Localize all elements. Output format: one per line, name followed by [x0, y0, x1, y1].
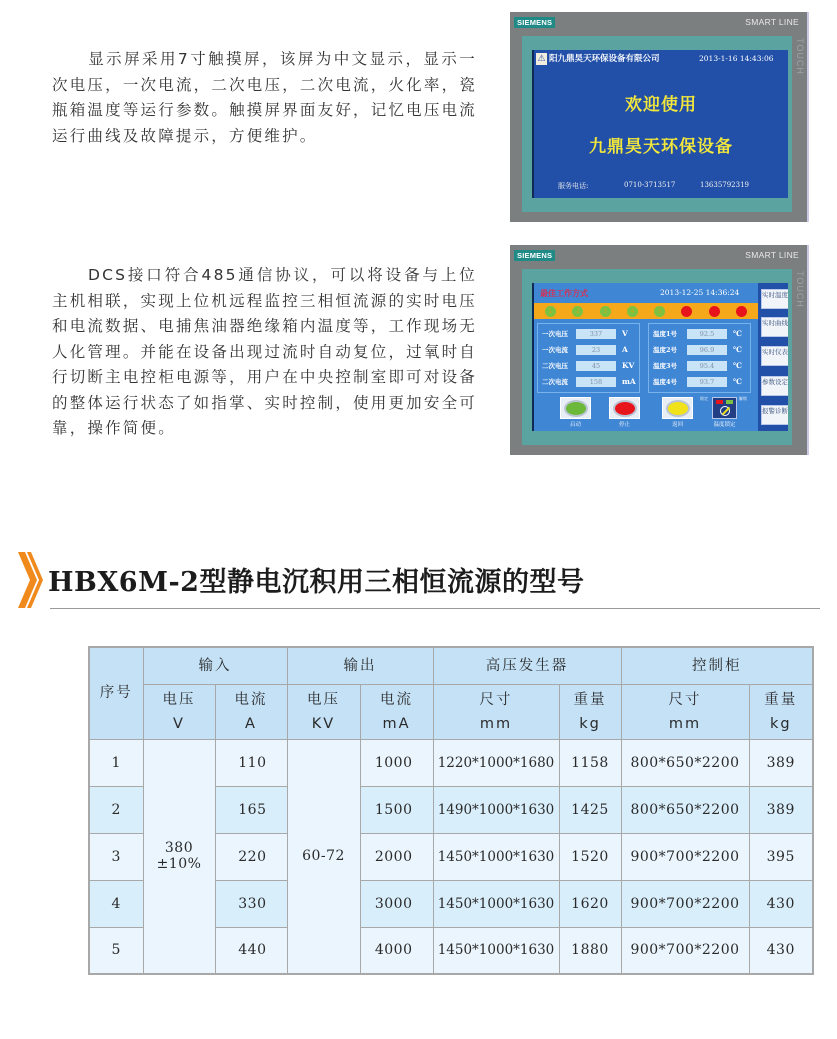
- lock-red-indicator-icon: [716, 400, 723, 404]
- start-button-label: 启动: [569, 422, 581, 428]
- reading-unit: mA: [622, 377, 636, 386]
- cell-hv-weight: 1425: [559, 786, 621, 833]
- brand-heading: 九鼎昊天环保设备: [589, 137, 733, 157]
- reading-unit: ℃: [733, 345, 742, 354]
- temperature-lock-label: 温度锁定: [713, 422, 736, 428]
- status-indicator-strip: [534, 303, 758, 319]
- cell-cabinet-size: 900*700*2200: [621, 927, 749, 974]
- welcome-heading: 欢迎使用: [625, 95, 697, 115]
- screen-datetime: 2013-1-16 14:43:06: [699, 54, 774, 63]
- cell-input-current: 220: [215, 833, 287, 880]
- cell-input-current: 110: [215, 739, 287, 786]
- return-button[interactable]: [662, 397, 693, 419]
- cell-output-current: 1500: [360, 786, 433, 833]
- reading-label: 温度4号: [653, 378, 678, 386]
- status-indicator-icon: 1: [545, 306, 556, 317]
- touchscreen-description: [52, 47, 477, 149]
- cell-input-voltage: [143, 739, 215, 974]
- cell-index: 1: [89, 739, 143, 786]
- cell-index: 3: [89, 833, 143, 880]
- service-phone-1: 0710-3713517: [624, 181, 676, 189]
- reading-row: [542, 376, 636, 387]
- reading-row: [542, 328, 628, 339]
- reading-row: [542, 360, 634, 371]
- siemens-logo: SIEMENS: [514, 17, 555, 28]
- cell-cabinet-size: 800*650*2200: [621, 739, 749, 786]
- reading-value: 92.5: [687, 329, 727, 339]
- header-input: 输入: [143, 647, 287, 684]
- reading-label: 二次电压: [542, 362, 568, 370]
- header-unit: mA: [382, 715, 411, 732]
- cell-cabinet-weight: 389: [749, 786, 813, 833]
- screen-header: [534, 52, 788, 66]
- cell-cabinet-size: 900*700*2200: [621, 833, 749, 880]
- hmi-bezel: [522, 36, 792, 212]
- service-phone-2: 13635792319: [700, 181, 749, 189]
- header-label: 重量: [764, 691, 798, 708]
- reading-label: 一次电压: [542, 330, 568, 338]
- unlock-tag: 解锁: [739, 396, 747, 401]
- header-hv-size: [433, 684, 559, 739]
- side-menu-realtime-meter[interactable]: 实时仪表: [761, 346, 788, 366]
- reading-unit: V: [622, 329, 628, 338]
- company-logo-icon: ⚠: [537, 54, 546, 64]
- header-index: 序号: [89, 647, 143, 739]
- header-output: 输出: [287, 647, 433, 684]
- cell-cabinet-weight: 430: [749, 927, 813, 974]
- side-menu-parameter-settings[interactable]: 参数设定: [761, 376, 788, 396]
- stop-button[interactable]: [609, 397, 640, 419]
- product-line-label: SMART LINE: [745, 250, 799, 260]
- side-menu-realtime-curve[interactable]: 实时曲线: [761, 317, 788, 337]
- side-menu-realtime-temperature[interactable]: 实时温度: [761, 289, 788, 309]
- service-phone-label: 服务电话:: [558, 182, 589, 190]
- title-divider: [50, 608, 820, 609]
- header-label: 电流: [234, 691, 268, 708]
- welcome-screen: [532, 50, 788, 198]
- hmi-bezel: [522, 269, 792, 445]
- cell-output-current: 4000: [360, 927, 433, 974]
- green-lamp-icon: [564, 400, 588, 417]
- header-unit: kg: [769, 715, 792, 732]
- cell-index: 5: [89, 927, 143, 974]
- model-spec-table: [88, 646, 814, 975]
- monitor-screen: [532, 283, 788, 431]
- status-indicator-icon: 5: [654, 306, 665, 317]
- reading-value: 158: [576, 377, 616, 387]
- double-chevron-icon: [18, 552, 44, 608]
- header-hv-weight: [559, 684, 621, 739]
- alarm-indicator-icon: [681, 306, 692, 317]
- cell-cabinet-weight: 430: [749, 880, 813, 927]
- cell-cabinet-weight: 389: [749, 739, 813, 786]
- unlock-green-indicator-icon: [726, 400, 733, 404]
- header-input-current: [215, 684, 287, 739]
- header-hv-generator: 高压发生器: [433, 647, 621, 684]
- reading-value: 96.9: [687, 345, 727, 355]
- reading-value: 45: [576, 361, 616, 371]
- header-unit: KV: [311, 715, 336, 732]
- screen-datetime: 2013-12-25 14:36:24: [660, 288, 740, 297]
- cell-hv-weight: 1520: [559, 833, 621, 880]
- yellow-lamp-icon: [666, 400, 690, 417]
- reading-label: 温度1号: [653, 330, 678, 338]
- header-output-voltage: [287, 684, 360, 739]
- reading-row: [653, 344, 742, 355]
- cell-hv-weight: 1880: [559, 927, 621, 974]
- hmi-monitor-panel: [510, 245, 809, 455]
- header-unit: A: [245, 715, 257, 732]
- alarm-indicator-icon: [709, 306, 720, 317]
- reading-unit: ℃: [733, 377, 742, 386]
- side-menu-alarm-diagnosis[interactable]: 报警诊断: [761, 405, 788, 425]
- header-label: 尺寸: [668, 691, 702, 708]
- product-line-label: SMART LINE: [745, 17, 799, 27]
- touch-label: TOUCH: [795, 38, 805, 75]
- header-unit: mm: [479, 715, 513, 732]
- temperature-readings-group: [648, 323, 751, 393]
- header-unit: mm: [668, 715, 702, 732]
- header-label: 尺寸: [479, 691, 513, 708]
- header-control-cabinet: 控制柜: [621, 647, 813, 684]
- status-indicator-icon: 2: [572, 306, 583, 317]
- dcs-interface-description: [52, 263, 477, 442]
- header-label: 重量: [573, 691, 607, 708]
- work-mode-label: 最佳工作方式: [540, 288, 588, 298]
- cell-hv-size: 1220*1000*1680: [433, 739, 559, 786]
- header-unit: kg: [579, 715, 601, 732]
- return-button-label: 返回: [671, 422, 683, 428]
- reading-label: 二次电流: [542, 378, 568, 386]
- reading-label: 温度3号: [653, 362, 678, 370]
- reading-label: 温度2号: [653, 346, 678, 354]
- cell-cabinet-weight: 395: [749, 833, 813, 880]
- company-name: 阳九鼎昊天环保设备有限公司: [549, 54, 660, 64]
- input-voltage-value: 380: [164, 840, 194, 857]
- cell-cabinet-size: 900*700*2200: [621, 880, 749, 927]
- touchscreen-description-text: 显示屏采用7寸触摸屏，该屏为中文显示，显示一次电压，一次电流，二次电压，二次电流，火化率，瓷瓶箱温度等运行参数。触摸屏界面友好，记忆电压电流运行曲线及故障提示，方便维护。: [52, 50, 477, 145]
- reading-value: 23: [576, 345, 616, 355]
- reading-value: 337: [576, 329, 616, 339]
- reading-unit: A: [622, 345, 628, 354]
- cell-hv-size: 1450*1000*1630: [433, 880, 559, 927]
- reading-value: 93.7: [687, 377, 727, 387]
- header-unit: V: [173, 715, 185, 732]
- reading-unit: ℃: [733, 361, 742, 370]
- dcs-interface-description-text: DCS接口符合485通信协议，可以将设备与上位主机相联，实现上位机远程监控三相恒流源的实时电压和电流数据、电捕焦油器绝缘箱内温度等，工作现场无人化管理。并能在设备出现过流时自动复位，过氧时自行切断主电控柜电源等，用户在中央控制室即可对设备的整体运行状态了如指掌、实时控制，使用更加安全可靠，操作简便。: [52, 266, 477, 437]
- temperature-lock-switch[interactable]: [712, 397, 737, 419]
- header-label: 电流: [380, 691, 413, 708]
- input-voltage-tolerance: ±10%: [156, 856, 202, 873]
- cell-hv-size: 1450*1000*1630: [433, 927, 559, 974]
- cell-output-voltage: 60-72: [287, 739, 360, 974]
- header-input-voltage: [143, 684, 215, 739]
- hmi-welcome-panel: [510, 12, 809, 222]
- cell-input-current: 440: [215, 927, 287, 974]
- cell-hv-weight: 1158: [559, 739, 621, 786]
- cell-input-current: 330: [215, 880, 287, 927]
- status-indicator-icon: 3: [600, 306, 611, 317]
- reading-label: 一次电流: [542, 346, 568, 354]
- reading-row: [542, 344, 628, 355]
- electrical-readings-group: [537, 323, 640, 393]
- cell-index: 4: [89, 880, 143, 927]
- alarm-indicator-icon: [736, 306, 747, 317]
- lock-tag: 锁定: [700, 396, 708, 401]
- start-button[interactable]: [560, 397, 591, 419]
- stop-button-label: 停止: [618, 422, 630, 428]
- reading-row: [653, 376, 742, 387]
- reading-unit: KV: [622, 361, 635, 370]
- cell-hv-size: 1450*1000*1630: [433, 833, 559, 880]
- header-cabinet-size: [621, 684, 749, 739]
- table-row: [89, 739, 813, 786]
- cell-cabinet-size: 800*650*2200: [621, 786, 749, 833]
- reading-row: [653, 360, 742, 371]
- status-indicator-icon: 4: [627, 306, 638, 317]
- cell-output-current: 2000: [360, 833, 433, 880]
- reading-row: [653, 328, 742, 339]
- cell-index: 2: [89, 786, 143, 833]
- cell-output-current: 1000: [360, 739, 433, 786]
- header-label: 电压: [307, 691, 340, 708]
- header-cabinet-weight: [749, 684, 813, 739]
- red-lamp-icon: [613, 400, 637, 417]
- monitor-main-area: [534, 283, 758, 431]
- cell-input-current: 165: [215, 786, 287, 833]
- cell-output-current: 3000: [360, 880, 433, 927]
- reading-value: 95.4: [687, 361, 727, 371]
- siemens-logo: SIEMENS: [514, 250, 555, 261]
- cell-hv-size: 1490*1000*1630: [433, 786, 559, 833]
- header-output-current: [360, 684, 433, 739]
- header-label: 电压: [162, 691, 196, 708]
- cell-hv-weight: 1620: [559, 880, 621, 927]
- touch-label: TOUCH: [795, 271, 805, 308]
- section-title: HBX6M-2型静电沉积用三相恒流源的型号: [48, 567, 585, 598]
- reading-unit: ℃: [733, 329, 742, 338]
